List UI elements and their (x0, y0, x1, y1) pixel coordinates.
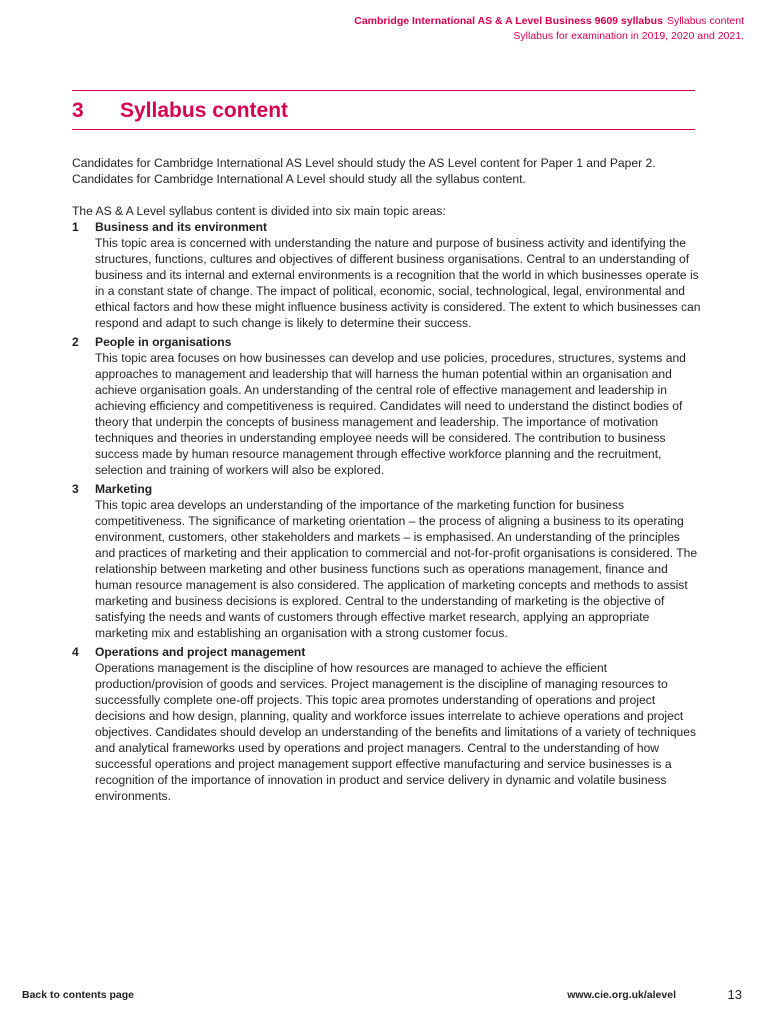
section-body (72, 155, 702, 807)
running-header (354, 14, 744, 44)
topic-number: 2 (72, 335, 79, 349)
topic-number: 4 (72, 645, 79, 659)
header-exam-years: Syllabus for examination in 2019, 2020 and 2021. (513, 30, 744, 42)
header-doc-title: Cambridge International AS & A Level Business 9609 syllabus (354, 15, 663, 27)
topic-body: Operations management is the discipline of how resources are managed to achieve the efficient production/provision of goods and services. Project management is the discipline of managing resources to successfully complete one-off projects. This topic area promotes understanding of operations and project decisions and how design, planning, quality and workforce issues interrelate to achieve operations and project objectives. Candidates should develop an understanding of the benefits and limitations of a variety of techniques and analytical frameworks used by operations and project managers. Central to the understanding of how successful operations and project management support effective manufacturing and service businesses is a recognition of the importance of innovation in product and service delivery in dynamic and volatile business environments. (95, 661, 697, 803)
header-section-name: Syllabus content (666, 15, 744, 27)
back-to-contents-link[interactable]: Back to contents page (22, 989, 135, 1001)
section-title: Syllabus content (120, 99, 289, 122)
section-heading (72, 97, 288, 125)
website-link[interactable]: www.cie.org.uk/alevel (567, 989, 676, 1001)
topic-areas-intro: The AS & A Level syllabus content is divided into six main topic areas: (72, 204, 446, 218)
topic-item (72, 644, 702, 804)
topic-body: This topic area develops an understanding of the importance of the marketing function for business competitiveness. The significance of marketing orientation – the process of aligning a business to its operating environment, customers, other stakeholders and markets – is emphasised. An understanding of the principles and practices of marketing and their application to commercial and not-for-profit organisations is considered. The relationship between marketing and other business functions such as operations management, finance and human resource management is also considered. The application of marketing concepts and methods to assist marketing and business decisions is explored. Central to the understanding of marketing is the objective of satisfying the needs and wants of customers through effective market research, applying an appropriate marketing mix and establishing an organisation with a strong customer focus. (95, 498, 698, 640)
topic-number: 1 (72, 220, 79, 234)
topic-title: People in organisations (95, 335, 232, 349)
section-number: 3 (72, 99, 84, 122)
section-rule-top (72, 90, 695, 91)
page-number: 13 (727, 987, 742, 1002)
topic-number: 3 (72, 482, 79, 496)
header-title-line (354, 14, 744, 29)
section-rule-bottom (72, 129, 695, 130)
topic-item (72, 219, 702, 331)
intro-line-a-level: Candidates for Cambridge International A Level should study all the syllabus content. (72, 172, 526, 186)
topic-title: Operations and project management (95, 645, 306, 659)
topic-title: Business and its environment (95, 220, 268, 234)
intro-paragraph (72, 155, 702, 187)
topic-item (72, 481, 702, 641)
topic-body: This topic area is concerned with understanding the nature and purpose of business activity and identifying the structures, functions, cultures and objectives of different business organisations. Central to an understanding of business and its internal and external environments is a recognition that the world in which businesses operate is in a constant state of change. The impact of political, economic, social, technological, legal, environmental and ethical factors and how these might influence business activity is considered. The extent to which businesses can respond and adapt to such change is likely to determine their success. (95, 236, 701, 330)
topic-item (72, 334, 702, 478)
topic-body: This topic area focuses on how businesses can develop and use policies, procedures, structures, systems and approaches to management and leadership that will harness the human potential within an organisation and achieve organisation goals. An understanding of the central role of effective management and leadership in achieving efficiency and competitiveness is required. Candidates will need to understand the distinct bodies of theory that underpin the concepts of business management and leadership. The importance of motivation techniques and theories in understanding employee needs will be considered. The contribution to business success made by human resource management through effective workforce planning and the recruitment, selection and training of workers will also be explored. (95, 351, 686, 477)
topic-title: Marketing (95, 482, 153, 496)
intro-line-as-level: Candidates for Cambridge International AS Level should study the AS Level content for Paper 1 and Paper 2. (72, 156, 656, 170)
